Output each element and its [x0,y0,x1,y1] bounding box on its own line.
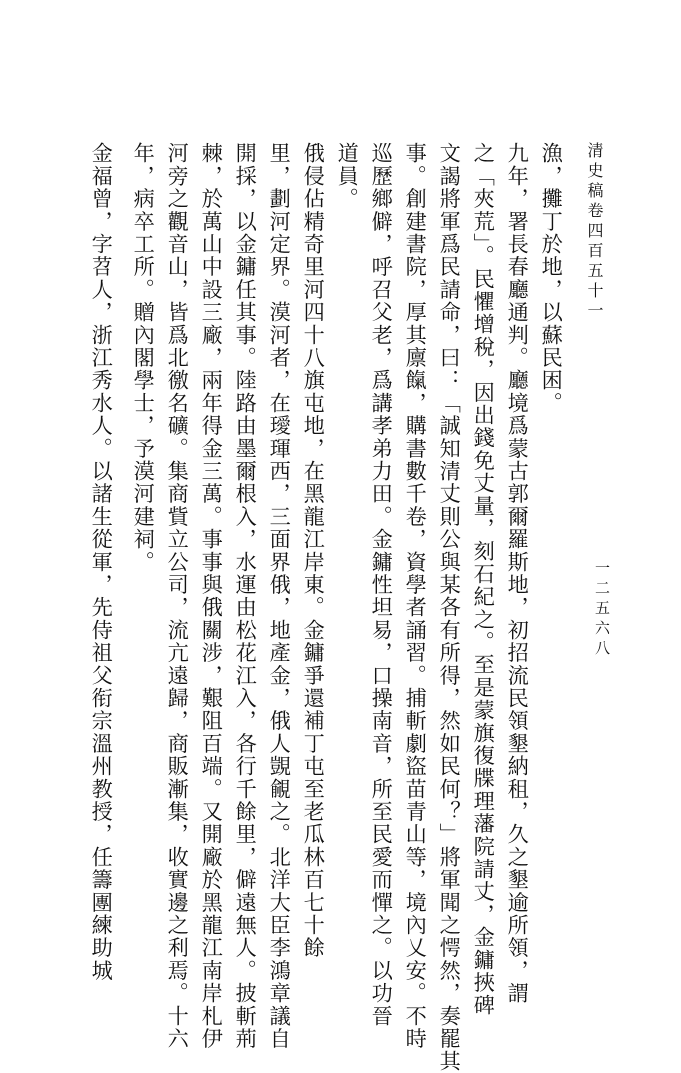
text-column-3: 之「夾荒」。民懼增稅，因出錢免丈量，刻石紀之。至是蒙旗復牒理藩院請丈，金鏞挾碑 [471,142,497,1017]
text-column-2: 九年，署長春廳通判。廳境爲蒙古郭爾羅斯地，初招流民領墾納租，久之墾逾所領，謂 [505,142,531,1005]
text-column-7: 道員。 [335,142,361,211]
text-column-10: 開採，以金鏞任其事。陸路由墨爾根入，水運由松花江入，各行千餘里，僻遠無人。披斬荊 [233,142,259,1050]
text-column-11: 棘，於萬山中設三廠，兩年得金三萬。事事與俄關涉，艱阻百端。又開廠於黑龍江南岸札伊 [199,142,225,1050]
page-number: 一二五六八 [593,560,611,660]
text-column-4: 文謁將軍爲民請命，曰：「誠知清丈則公與某各有所得，然如民何？」將軍聞之愕然，奏罷其 [437,142,463,1073]
text-column-1: 漁，攤丁於地，以蘇民困。 [539,142,565,415]
text-column-6: 巡歷鄉僻，呼召父老，爲講孝弟力田。金鏞性坦易，口操南音，所至民愛而憚之。以功晉 [369,142,395,1028]
running-header-title: 清史稿卷四百五十一 [585,142,604,322]
text-column-14: 金福曾，字苕人，浙江秀水人。以諸生從軍，先侍祖父衔宗溫州教授，任籌團練助城 [89,142,115,982]
text-column-13: 年，病卒工所。贈內閣學士，予漠河建祠。 [131,142,157,574]
text-column-5: 事。創建書院，厚其廪餼，購書數千卷，資學者誦習。捕斬劇盜苗青山等，境內乂安。不時 [403,142,429,1050]
text-column-12: 河旁之觀音山，皆爲北徼名礦。集商貲立公司，流亢遠歸，商販漸集，收實邊之利焉。十六 [165,142,191,1050]
text-column-9: 里，劃河定界。漠河者，在璦琿西，三面界俄，地產金，俄人覬覦之。北洋大臣李鴻章議自 [267,142,293,1050]
text-column-8: 俄侵佔精奇里河四十八旗屯地，在黑龍江岸東。金鏞爭還補丁屯至老瓜林百七十餘 [301,142,327,960]
